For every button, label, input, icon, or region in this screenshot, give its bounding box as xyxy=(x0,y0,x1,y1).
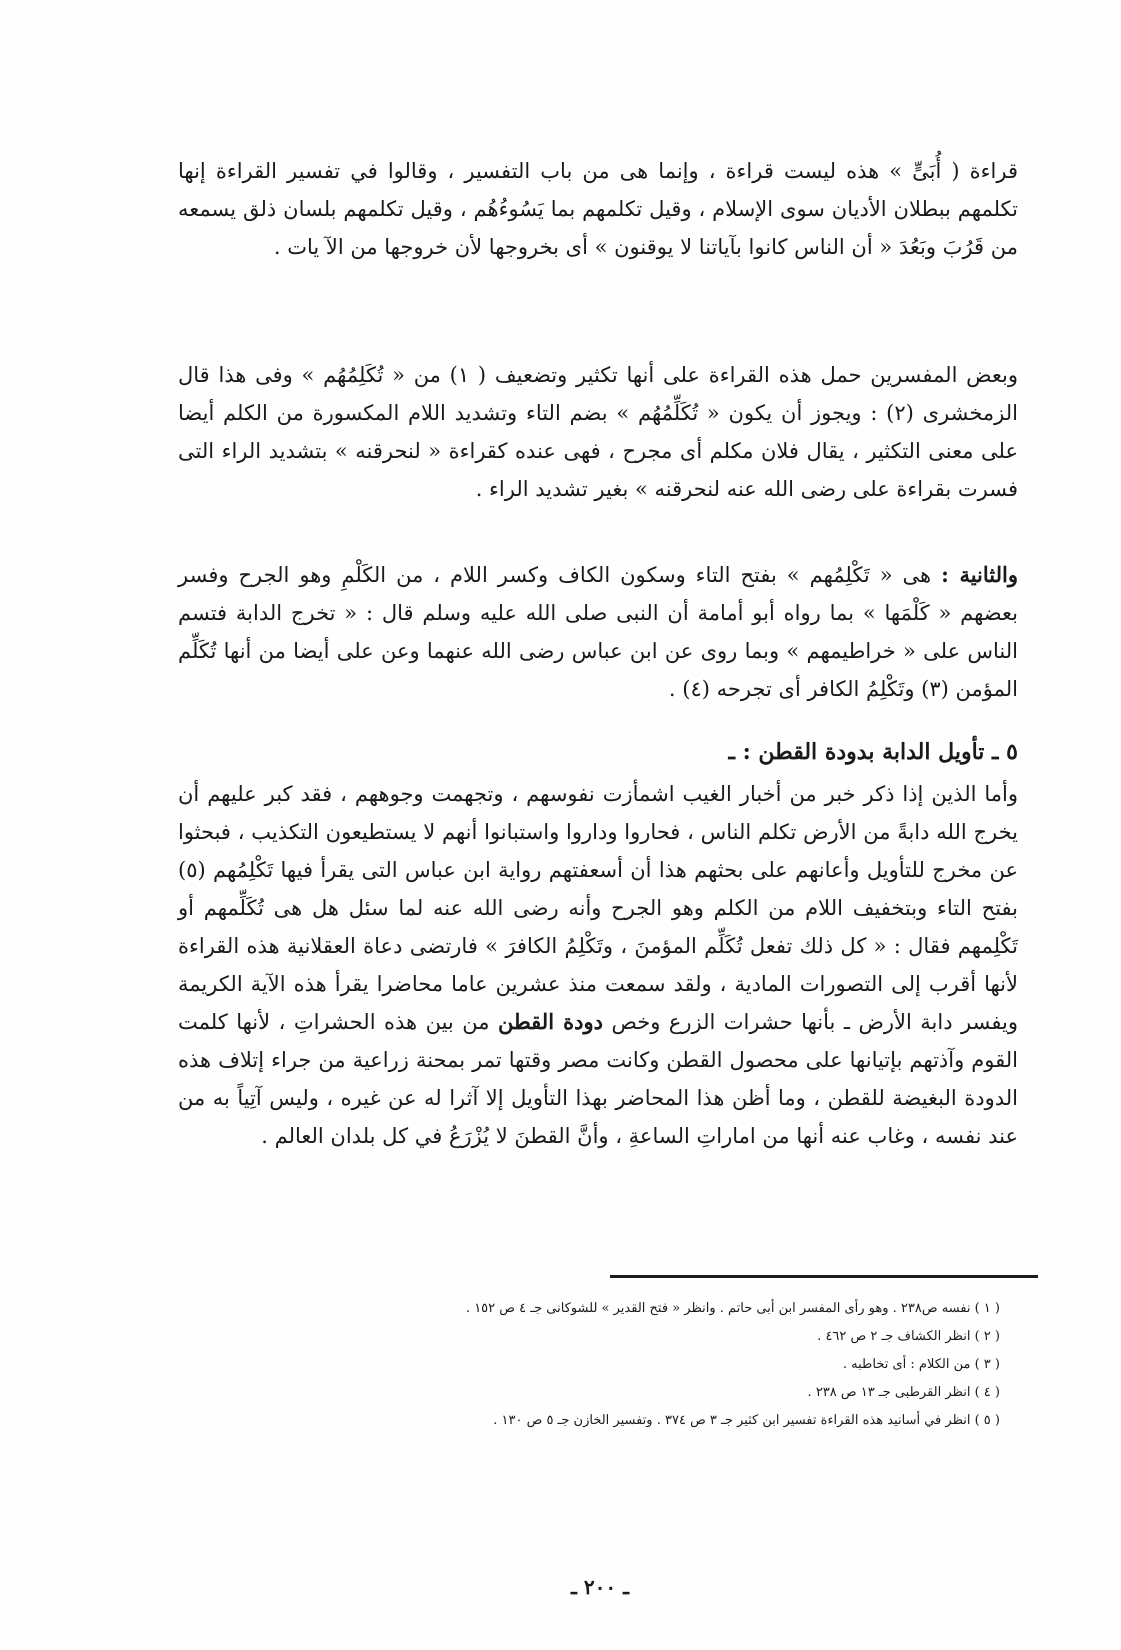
paragraph-4-text-b: من بين هذه الحشراتِ ، لأنها كلمت القوم وآذتهم بإتيانها على محصول القطن وكانت مصر وقتها تمر بمحنة زراعية من جراء إتلاف هذه الدودة البغيضة للقطن ، وما أظن هذا المحاضر بهذا التأويل إلا آثرا له عن غيره ، وليس آتِياً به من عند نفسه ، وغاب عنه أنها من اماراتِ الساعةِ ، وأنَّ القطنَ لا يُزْرَعُ في كل بلدان العالم . xyxy=(178,1010,1018,1148)
paragraph-4-bold-term: دودة القطن xyxy=(497,1009,603,1034)
page-number: ـ ٢٠٠ ـ xyxy=(571,1575,629,1599)
section-heading: ٥ ـ تأويل الدابة بدودة القطن : ـ xyxy=(728,739,1018,765)
footnote-1: ( ١ ) نفسه ص٢٣٨ . وهو رأى المفسر ابن أبى حاتم . وانظر « فتح القدير » للشوكانى جـ ٤ ص ١٥٢ . xyxy=(465,1301,1000,1316)
paragraph-4-text-a: وأما الذين إذا ذكر خبر من أخبار الغيب اشمأزت نفوسهم ، وتجهمت وجوههم ، فقد كبر عليهم أن يخرج الله دابةً من الأرض تكلم الناس ، فحاروا وداروا واستبانوا أنهم لا يستطيعون التكذيب ، فبحثوا عن مخرج للتأويل وأعانهم على بحثهم هذا أن أسعفتهم رواية ابن عباس التى يقرأ فيها تَكْلِمُهم (٥) بفتح التاء وبتخفيف اللام من الكلم وهو الجرح وأنه رضى الله عنه لما سئل هل هى تُكَلِّمهم أو تَكْلِمهم فقال : « كل ذلك تفعل تُكَلِّم المؤمنَ ، وتَكْلِمُ الكافرَ » فارتضى دعاة العقلانية هذه القراءة لأنها أقرب إلى التصورات المادية ، ولقد سمعت منذ عشرين عاما محاضرا يقرأ هذه الآية الكريمة ويفسر دابة الأرض ـ بأنها حشرات الزرع وخص xyxy=(178,782,1018,1034)
footnotes xyxy=(300,1295,1000,1435)
footnote-5: ( ٥ ) انظر في أسانيد هذه القراءة تفسير ابن كثير جـ ٣ ص ٣٧٤ . وتفسير الخازن جـ ٥ ص ١٣٠ . xyxy=(493,1413,1000,1428)
footnote-2: ( ٢ ) انظر الكشاف جـ ٢ ص ٤٦٢ . xyxy=(817,1329,1000,1344)
paragraph-3-lead: والثانية : xyxy=(941,562,1018,587)
paragraph-2: وبعض المفسرين حمل هذه القراءة على أنها تكثير وتضعيف ( ١) من « تُكَلِمُهُم » وفى هذا قال الزمخشرى (٢) : ويجوز أن يكون « تُكَلِّمُهُم » بضم التاء وتشديد اللام المكسورة من الكلم أيضا على معنى التكثير ، يقال فلان مكلم أى مجرح ، فهى عنده كقراءة « لنحرقنه » بتشديد الراء التى فسرت بقراءة على رضى الله عنه لنحرقنه » بغير تشديد الراء . xyxy=(178,363,1018,501)
paragraph-4 xyxy=(178,775,1018,1155)
footnote-divider xyxy=(610,1275,1038,1278)
footnote-4: ( ٤ ) انظر القرطبى جـ ١٣ ص ٢٣٨ . xyxy=(807,1385,1000,1400)
footnote-3: ( ٣ ) من الكلام : أى تخاطبه . xyxy=(842,1357,1000,1372)
paragraph-3 xyxy=(178,556,1018,708)
paragraph-1: قراءة ( أُبَىٍّ » هذه ليست قراءة ، وإنما هى من باب التفسير ، وقالوا في تفسير القراءة إنها تكلمهم ببطلان الأديان سوى الإسلام ، وقيل تكلمهم بما يَسُوءُهُم ، وقيل تكلمهم بلسان ذلق يسمعه من قَرُبَ وبَعُدَ « أن الناس كانوا بآياتنا لا يوقنون » أى بخروجها لأن خروجها من الآ يات . xyxy=(178,159,1018,259)
paragraph-3-text: هى « تَكْلِمُهم » بفتح التاء وسكون الكاف وكسر اللام ، من الكَلْمِ وهو الجرح وفسر بعضهم « كَلْمَها » بما رواه أبو أمامة أن النبى صلى الله عليه وسلم قال : « تخرج الدابة فتسم الناس على « خراطيمهم » وبما روى عن ابن عباس رضى الله عنهما وعن على أيضا من أنها تُكَلِّم المؤمن (٣) وتَكْلِمُ الكافر أى تجرحه (٤) . xyxy=(178,563,1018,701)
